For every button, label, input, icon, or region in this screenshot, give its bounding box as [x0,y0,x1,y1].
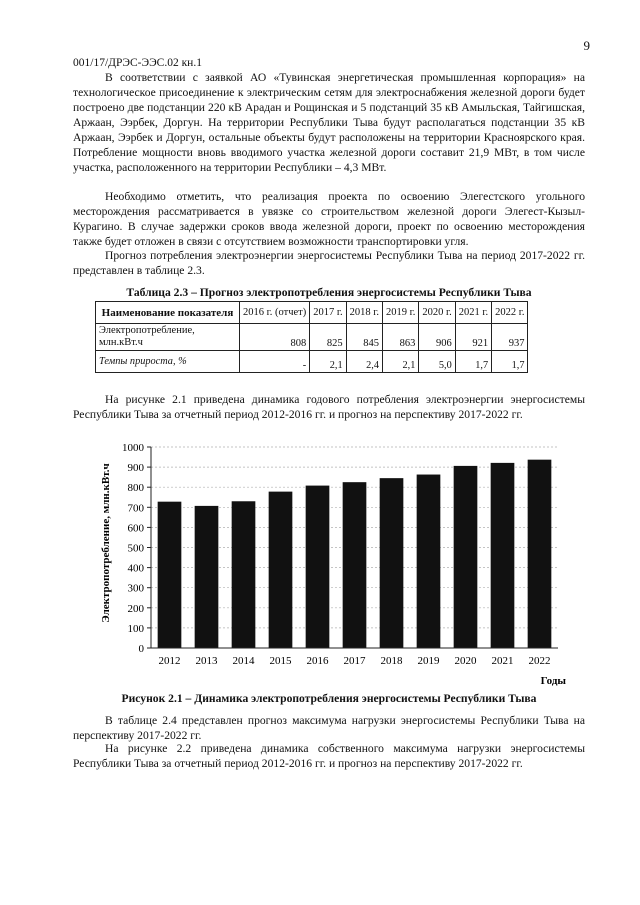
paragraph-table-2-4-intro: В таблице 2.4 представлен прогноз максимума нагрузки энергосистемы Республики Тыва на перспективу 2017-2022 гг. [73,714,585,742]
table-header-year: 2018 г. [346,302,382,324]
chart-x-tick-label: 2021 [491,655,514,667]
chart-bar [380,478,404,648]
chart-x-tick-label: 2014 [232,655,255,667]
table-header-year: 2021 г. [455,302,491,324]
table-header-indicator: Наименование показателя [96,302,240,324]
chart-bar [306,486,330,648]
document-code: 001/17/ДРЭС-ЭЭС.02 кн.1 [73,57,202,69]
chart-x-tick-label: 2017 [343,655,366,667]
chart-x-tick-label: 2013 [195,655,218,667]
page-number: 9 [583,38,590,53]
table-caption: Таблица 2.3 – Прогноз электропотребления энергосистемы Республики Тыва [126,286,532,299]
table-cell: 825 [310,324,346,351]
table-header-row [96,302,528,324]
paragraph-figure-2-2-intro: На рисунке 2.2 приведена динамика собственного максимума нагрузки энергосистемы Республики Тыва за отчетный период 2012-2016 гг. и прогноз на перспективу 2017-2022 гг. [73,742,585,770]
chart-y-tick-label: 400 [127,562,144,575]
chart-x-tick-label: 2019 [417,655,440,667]
figure-caption: Рисунок 2.1 – Динамика электропотребления энергосистемы Республики Тыва [121,692,537,705]
chart-bar [491,463,515,648]
table-row-label: Электропотребление, млн.кВт.ч [96,324,240,351]
chart-y-tick-label: 800 [127,482,144,495]
table-cell: 1,7 [492,351,528,373]
forecast-table [95,301,528,373]
chart-y-axis-label: Электропотребление, млн.кВт.ч [100,463,112,623]
chart-bars [158,460,552,648]
table-cell: 1,7 [455,351,491,373]
table-cell: 2,4 [346,351,382,373]
chart-bar [232,501,256,648]
table-cell: 863 [382,324,418,351]
chart-bar [417,475,441,648]
table-cell: 906 [419,324,455,351]
table-body [96,324,528,373]
consumption-bar-chart [96,438,566,690]
chart-y-tick-label: 300 [127,582,144,595]
table-row-label: Темпы прироста, % [96,351,240,373]
chart-bar [343,482,367,648]
table-row [96,324,528,351]
table-cell: 845 [346,324,382,351]
chart-x-tick-label: 2015 [269,655,292,667]
paragraph-forecast-intro: Прогноз потребления электроэнергии энергосистемы Республики Тыва на период 2017-2022 гг. представлен в таблице 2.3. [73,249,585,277]
chart-y-tick-label: 900 [127,462,144,475]
table-cell: 937 [492,324,528,351]
chart-x-tick-label: 2022 [528,655,551,667]
table-header-year: 2022 г. [492,302,528,324]
paragraph-figure-intro: На рисунке 2.1 приведена динамика годового потребления электроэнергии энергосистемы Республики Тыва за отчетный период 2012-2016 гг. и прогноз на перспективу 2017-2022 гг. [73,393,585,421]
table-row [96,351,528,373]
chart-bar [195,506,219,648]
chart-bar [158,502,182,648]
table-header-year: 2016 г. (отчет) [240,302,310,324]
table-header-year: 2017 г. [310,302,346,324]
table-cell: 2,1 [310,351,346,373]
table-cell: - [240,351,310,373]
chart-y-tick-label: 1000 [122,442,144,454]
chart-y-tick-label: 100 [127,622,144,635]
chart-y-tick-label: 0 [138,643,144,655]
table-cell: 808 [240,324,310,351]
paragraph-coal-deposit: Необходимо отметить, что реализация проекта по освоению Элегестского угольного месторождения рассматривается в увязке со строительством железной дороги Элегест-Кызыл-Курагино. В случае задержки сроков ввода железной дороги, проект по освоению месторождения также будет отложен в связи с отсутствием возможности транспортировки угля. [73,190,585,248]
chart-x-axis-label: Годы [540,675,566,687]
paragraph-railway-substations: В соответствии с заявкой АО «Тувинская энергетическая промышленная корпорация» на технологическое присоединение к электрическим сетям для электроснабжения железной дороги будет построено две подстанции 220 кВ Арадан и Рощинская и 5 подстанций 35 кВ Амыльская, Тайгишская, Аржаан, Ээрбек, Доргун. На территории Республики Тыва будут располагаться подстанции 35 кВ Аржаан, Ээрбек и Доргун, остальные объекты будут расположены на территории Красноярского края. Потребление мощности вновь вводимого участка железной дороги составит 21,9 МВт, в том числе участка, расположенного на территории Республики – 4,3 МВт. [73,71,585,174]
chart-y-tick-label: 700 [127,502,144,515]
table-header-year: 2019 г. [382,302,418,324]
chart-x-tick-label: 2012 [158,655,181,667]
table-header-year: 2020 г. [419,302,455,324]
chart-bar [269,492,293,648]
chart-x-tick-label: 2016 [306,655,329,667]
chart-y-tick-label: 600 [127,522,144,535]
chart-y-tick-label: 200 [127,602,144,615]
table-cell: 2,1 [382,351,418,373]
chart-y-tick-label: 500 [127,542,144,555]
chart-x-tick-label: 2020 [454,655,477,667]
table-cell: 921 [455,324,491,351]
table-cell: 5,0 [419,351,455,373]
chart-x-tick-label: 2018 [380,655,403,667]
chart-bar [528,460,552,648]
chart-bar [454,466,478,648]
